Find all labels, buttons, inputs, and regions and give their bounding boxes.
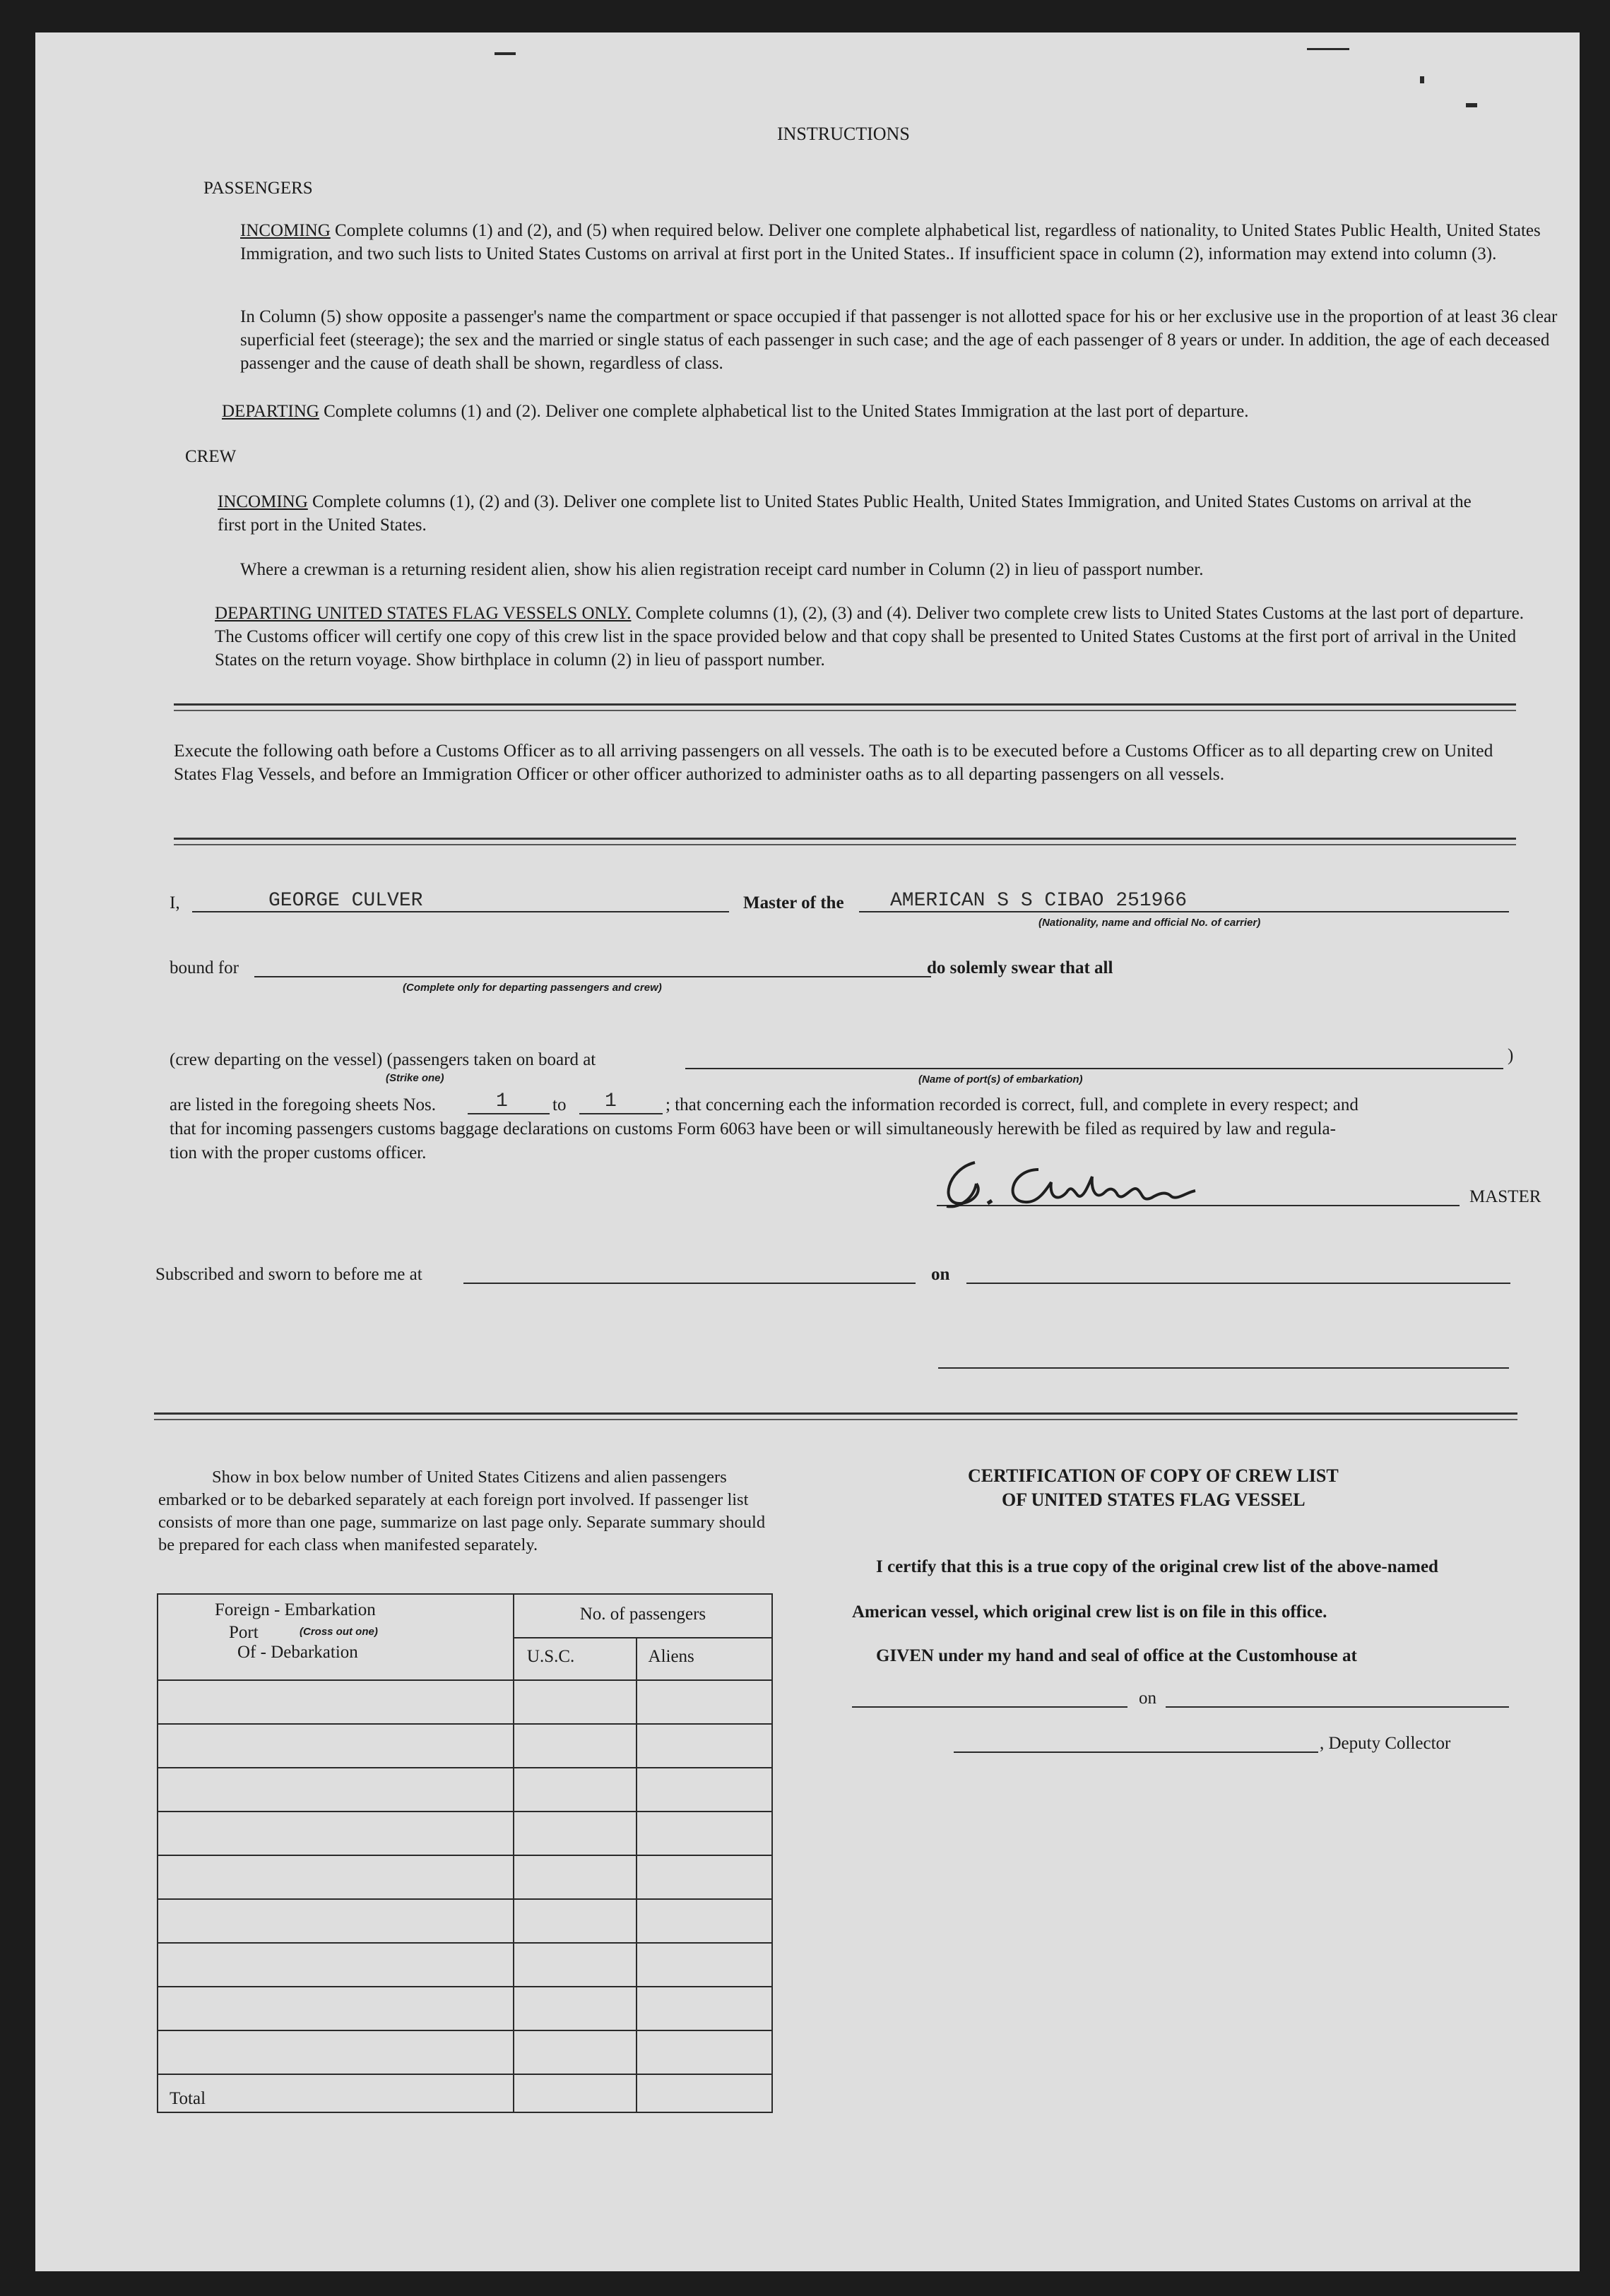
total-label-cell: Total xyxy=(158,2074,514,2112)
table-cell[interactable] xyxy=(158,1899,514,1943)
table-cell[interactable] xyxy=(514,1855,637,1899)
master-label: MASTER xyxy=(1469,1187,1541,1206)
scan-mark xyxy=(1466,103,1477,107)
certification-title-line1: CERTIFICATION OF COPY OF CREW LIST xyxy=(968,1465,1339,1486)
summary-instructions: Show in box below number of United States Citizens and alien passengers embarked or to be debarked separately at each foreign port involved. If passenger list consists of more than one page, summarize on last page only. Separate summary should be prepared for each class when manifested separately. xyxy=(158,1468,766,1554)
table-cell[interactable] xyxy=(514,1812,637,1855)
passengers-incoming-text: Complete columns (1) and (2), and (5) when required below. Deliver one complete alphabetical list, regardless of nationality, to United States Public Health, United States Immigration, and two such lists to United States Customs on arrival at first port in the United States.. If insufficient space in column (2), information may extend into column (3). xyxy=(240,221,1541,263)
bound-for-line xyxy=(254,976,931,977)
passengers-header-cell: No. of passengers xyxy=(514,1594,772,1638)
table-cell[interactable] xyxy=(637,1812,772,1855)
passengers-departing-paragraph xyxy=(222,400,1550,423)
ports-close-paren: ) xyxy=(1508,1046,1514,1065)
divider xyxy=(174,703,1516,711)
crew-incoming-text: Complete columns (1), (2) and (3). Deliver one complete list to United States Public Health, United States Immigration, and United States Customs on arrival at the first port in the United States. xyxy=(218,492,1472,535)
passengers-incoming-label: INCOMING xyxy=(240,221,331,240)
port-header-line1: Foreign - Embarkation xyxy=(215,1600,376,1619)
crew-departing-text: Complete columns (1), (2), (3) and (4). Deliver two complete crew lists to United States Customs at the last port of departure. The Customs officer will certify one copy of this crew list in the space provided below and that copy shall be presented to United States Customs at the first port of arrival in the United States on the return voyage. Show birthplace in column (2) in lieu of passport number. xyxy=(215,604,1525,670)
table-cell[interactable] xyxy=(637,1724,772,1768)
scan-mark xyxy=(495,52,516,55)
table-cell[interactable] xyxy=(514,2030,637,2074)
table-cell[interactable] xyxy=(158,1812,514,1855)
crew-incoming-paragraph xyxy=(218,490,1503,537)
master-of-label: Master of the xyxy=(743,893,844,912)
sheet-to-label: to xyxy=(552,1095,567,1114)
divider xyxy=(154,1412,1517,1420)
listed-text-4: tion with the proper customs officer. xyxy=(170,1143,427,1162)
listed-text-1: are listed in the foregoing sheets Nos. xyxy=(170,1095,436,1114)
table-cell[interactable] xyxy=(158,1680,514,1724)
table-row xyxy=(158,1724,772,1768)
certification-title-line2: OF UNITED STATES FLAG VESSEL xyxy=(1002,1489,1306,1510)
bound-for-hint: (Complete only for departing passengers and crew) xyxy=(403,982,662,994)
table-cell[interactable] xyxy=(158,1768,514,1812)
table-row xyxy=(158,2030,772,2074)
divider xyxy=(174,838,1516,845)
table-cell[interactable] xyxy=(158,1943,514,1987)
port-header-cell xyxy=(158,1594,514,1680)
ports-hint: (Name of port(s) of embarkation) xyxy=(918,1073,1083,1085)
document-page xyxy=(35,32,1580,2271)
table-cell[interactable] xyxy=(514,1680,637,1724)
ports-line xyxy=(685,1068,1503,1069)
table-cell[interactable] xyxy=(158,1855,514,1899)
certify-line1: I certify that this is a true copy of the original crew list of the above-named xyxy=(876,1557,1438,1576)
cross-out-hint: (Cross out one) xyxy=(300,1626,378,1638)
passenger-summary-table xyxy=(157,1593,773,2113)
table-cell[interactable] xyxy=(637,1899,772,1943)
oath-i-label: I, xyxy=(170,893,180,912)
vessel-hint: (Nationality, name and official No. of carrier) xyxy=(1038,917,1261,929)
table-header-row xyxy=(158,1594,772,1638)
total-usc-cell[interactable] xyxy=(514,2074,637,2112)
sheet-to-value: 1 xyxy=(605,1090,617,1112)
sheet-to-line xyxy=(579,1113,663,1114)
passengers-departing-text: Complete columns (1) and (2). Deliver one complete alphabetical list to the United States Immigration at the last port of departure. xyxy=(324,402,1249,421)
customhouse-place-line xyxy=(852,1706,1127,1708)
crew-label: CREW xyxy=(185,447,237,466)
passengers-incoming-paragraph xyxy=(240,219,1547,266)
vessel-value: AMERICAN S S CIBAO 251966 xyxy=(890,890,1188,912)
oath-intro-paragraph: Execute the following oath before a Customs Officer as to all arriving passengers on all vessels. The oath is to be executed before a Customs Officer as to all departing crew on United States Flag Vessels, and before an Immigration Officer or other officer authorized to administer oaths as to all departing passengers on all vessels. xyxy=(174,740,1493,784)
table-cell[interactable] xyxy=(514,1987,637,2030)
table-row xyxy=(158,1987,772,2030)
table-row xyxy=(158,1680,772,1724)
listed-text-3: that for incoming passengers customs baggage declarations on customs Form 6063 have been or will simultaneously herewith be filed as required by law and regula- xyxy=(170,1119,1336,1138)
sheet-from-value: 1 xyxy=(496,1090,508,1112)
usc-header-cell: U.S.C. xyxy=(514,1638,637,1680)
total-aliens-cell[interactable] xyxy=(637,2074,772,2112)
master-signature xyxy=(933,1148,1229,1219)
subscribed-place-line xyxy=(463,1283,916,1284)
subscribed-on-label: on xyxy=(931,1265,950,1284)
table-cell[interactable] xyxy=(158,2030,514,2074)
port-header-line3: Of - Debarkation xyxy=(237,1643,358,1662)
passengers-column5-paragraph: In Column (5) show opposite a passenger's name the compartment or space occupied if that passenger is not allotted space for his or her exclusive use in the proportion of at least 36 clear superficial feet (steerage); the sex and the married or single status of each passenger in such case; and the age of each passenger of 8 years or under. In addition, the age of each deceased passenger and the cause of death shall be shown, regardless of class. xyxy=(240,307,1558,373)
sheet-from-line xyxy=(468,1113,550,1114)
table-cell[interactable] xyxy=(637,1768,772,1812)
passengers-departing-label: DEPARTING xyxy=(222,402,319,421)
certify-line2: American vessel, which original crew list is on file in this office. xyxy=(852,1602,1327,1622)
deputy-collector-label: , Deputy Collector xyxy=(1320,1734,1451,1753)
swear-text: do solemly swear that all xyxy=(927,958,1113,977)
table-row xyxy=(158,1943,772,1987)
aliens-header-cell: Aliens xyxy=(637,1638,772,1680)
crew-departing-label: DEPARTING UNITED STATES FLAG VESSELS ONLY. xyxy=(215,604,632,623)
subscribed-date-line xyxy=(966,1283,1510,1284)
certification-date-line xyxy=(1166,1706,1509,1708)
listed-text-2: ; that concerning each the information recorded is correct, full, and complete in every respect; and xyxy=(665,1095,1359,1114)
subscribed-label: Subscribed and sworn to before me at xyxy=(155,1265,422,1284)
strike-one-hint: (Strike one) xyxy=(386,1072,444,1084)
table-row xyxy=(158,1899,772,1943)
table-row xyxy=(158,1855,772,1899)
bound-for-label: bound for xyxy=(170,958,239,977)
table-cell[interactable] xyxy=(637,1855,772,1899)
table-total-row xyxy=(158,2074,772,2112)
scan-mark xyxy=(1307,48,1349,50)
table-cell[interactable] xyxy=(637,2030,772,2074)
table-cell[interactable] xyxy=(158,1987,514,2030)
passengers-label: PASSENGERS xyxy=(203,179,313,198)
table-row xyxy=(158,1812,772,1855)
certification-on-label: on xyxy=(1139,1689,1156,1708)
table-cell[interactable] xyxy=(158,1724,514,1768)
table-cell[interactable] xyxy=(637,1680,772,1724)
given-text: GIVEN under my hand and seal of office at the Customhouse at xyxy=(876,1646,1357,1665)
instructions-heading: INSTRUCTIONS xyxy=(777,124,910,144)
table-cell[interactable] xyxy=(514,1724,637,1768)
table-cell[interactable] xyxy=(637,1987,772,2030)
scan-mark xyxy=(1420,76,1424,83)
port-header-line2: Port xyxy=(229,1623,259,1642)
table-row xyxy=(158,1768,772,1812)
master-name-value: GEORGE CULVER xyxy=(268,890,423,912)
crew-resident-paragraph: Where a crewman is a returning resident alien, show his alien registration receipt card number in Column (2) in lieu of passport number. xyxy=(240,560,1204,579)
table-cell[interactable] xyxy=(514,1768,637,1812)
crew-departing-paragraph xyxy=(215,602,1550,672)
table-cell[interactable] xyxy=(514,1943,637,1987)
crew-departing-statement: (crew departing on the vessel) (passengers taken on board at xyxy=(170,1050,596,1069)
deputy-signature-line xyxy=(954,1751,1318,1753)
officer-signature-line xyxy=(938,1367,1509,1369)
crew-incoming-label: INCOMING xyxy=(218,492,308,511)
table-cell[interactable] xyxy=(637,1943,772,1987)
table-cell[interactable] xyxy=(514,1899,637,1943)
